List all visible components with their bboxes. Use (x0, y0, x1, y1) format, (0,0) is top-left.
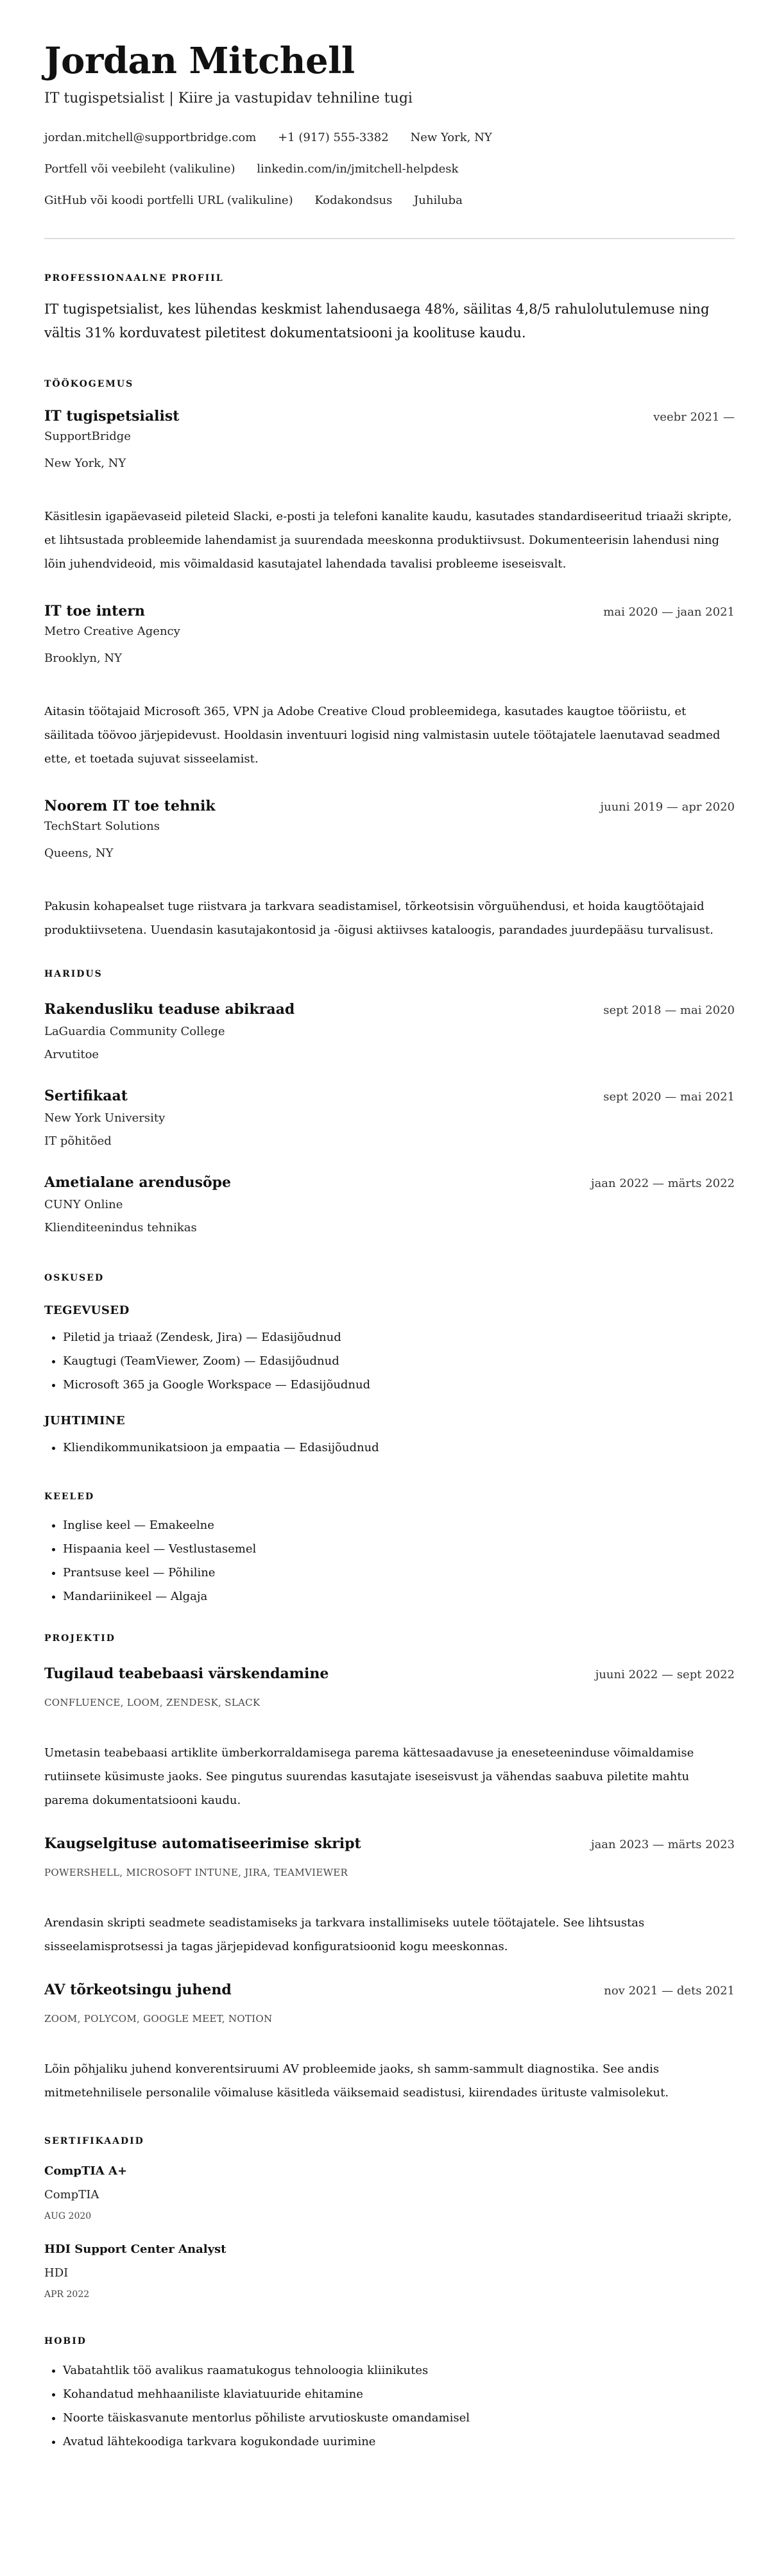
skill-item: • Kaugtugi (TeamViewer, Zoom) — Edasijõudnud (63, 1349, 735, 1373)
field-of-study: Klienditeenindus tehnikas (44, 1221, 197, 1234)
certification-name: HDI Support Center Analyst (44, 2243, 227, 2256)
section-heading: PROFESSIONAALNE PROFIIL (44, 273, 224, 283)
project-tech: ZOOM, POLYCOM, GOOGLE MEET, NOTION (44, 2013, 273, 2025)
certification-entry (44, 2241, 735, 2301)
experience-section (44, 378, 735, 942)
skills-section (44, 1272, 735, 1460)
job-dates: veebr 2021 — (653, 410, 735, 424)
job-dates: mai 2020 — jaan 2021 (603, 605, 735, 619)
school: LaGuardia Community College (44, 1025, 225, 1038)
portfolio-link[interactable]: Portfell või veebileht (valikuline) (44, 162, 235, 176)
education-dates: sept 2020 — mai 2021 (603, 1090, 735, 1104)
project-dates: nov 2021 — dets 2021 (604, 1984, 735, 1998)
header-divider (44, 238, 735, 239)
certification-name: CompTIA A+ (44, 2164, 128, 2178)
certification-date: APR 2022 (44, 2289, 90, 2300)
school: New York University (44, 1111, 166, 1125)
github-link[interactable]: GitHub või koodi portfelli URL (valikuline) (44, 194, 293, 207)
job-location: Brooklyn, NY (44, 652, 123, 665)
skill-item: • Kliendikommunikatsioon ja empaatia — Edasijõudnud (63, 1436, 735, 1460)
company: SupportBridge (44, 430, 131, 443)
contact-line (44, 128, 735, 147)
job-description: Käsitlesin igapäevaseid pileteid Slacki, e-posti ja telefoni kanalite kaudu, kasutades standardiseeritud triaaži skripte, et lihtsustada probleemide lahendamist ja suurendada meeskonna produktiivsust. Dokumenteerisin lahendusi ning lõin juhendvideoid, mis võimaldasid kasutajatel lahendada tavalisi probleeme iseseisvalt. (44, 510, 732, 571)
section-heading: HOBID (44, 2336, 87, 2346)
section-heading: PROJEKTID (44, 1633, 116, 1644)
headline: IT tugispetsialist | Kiire ja vastupidav tehniline tugi (44, 90, 413, 106)
education-section (44, 968, 735, 1236)
project-dates: jaan 2023 — märts 2023 (590, 1838, 735, 1851)
resume-header (44, 40, 735, 210)
job-dates: juuni 2019 — apr 2020 (600, 800, 735, 814)
projects-section (44, 1632, 735, 2105)
location: New York, NY (410, 131, 492, 144)
project-dates: juuni 2022 — sept 2022 (595, 1668, 735, 1681)
skill-group-title: TEGEVUSED (44, 1304, 130, 1317)
education-dates: jaan 2022 — märts 2022 (590, 1177, 735, 1190)
project-tech: POWERSHELL, MICROSOFT INTUNE, JIRA, TEAMVIEWER (44, 1867, 348, 1878)
section-heading: OSKUSED (44, 1273, 105, 1283)
job-title: IT tugispetsialist (44, 408, 180, 425)
degree: Sertifikaat (44, 1088, 128, 1104)
language-item: • Mandariinikeel — Algaja (63, 1585, 735, 1608)
section-heading: KEELED (44, 1492, 95, 1502)
hobby-item: • Vabatahtlik töö avalikus raamatukogus tehnoloogia kliinikutes (63, 2359, 735, 2382)
profile-section (44, 272, 735, 345)
project-description: Arendasin skripti seadmete seadistamiseks ja tarkvara installimiseks uutele töötajatele. See lihtsustas sisseelamisprotsessi ja tagas järjepidevad konfiguratsioonid kogu meeskonnas. (44, 1916, 645, 1953)
profile-summary: IT tugispetsialist, kes lühendas keskmist lahendusaega 48%, säilitas 4,8/5 rahulolutulemuse ning vältis 31% korduvatest piletitest dokumentatsiooni ja koolituse kaudu. (44, 301, 710, 341)
skill-item: • Piletid ja triaaž (Zendesk, Jira) — Edasijõudnud (63, 1326, 735, 1349)
citizenship: Kodakondsus (314, 194, 393, 207)
language-list (44, 1513, 735, 1608)
languages-section (44, 1490, 735, 1608)
certification-date: AUG 2020 (44, 2211, 92, 2221)
school: CUNY Online (44, 1198, 123, 1211)
job-location: Queens, NY (44, 846, 114, 860)
hobbies-section (44, 2335, 735, 2454)
education-entry (44, 1000, 735, 1063)
section-heading: HARIDUS (44, 969, 103, 979)
project-tech: CONFLUENCE, LOOM, ZENDESK, SLACK (44, 1697, 261, 1708)
project-title: Tugilaud teabebaasi värskendamine (44, 1665, 329, 1682)
project-entry (44, 1834, 735, 1958)
job-description: Pakusin kohapealset tuge riistvara ja tarkvara seadistamisel, tõrkeotsisin võrguühendusi, et hoida kaugtöötajaid produktiivsetena. Uuendasin kasutajakontosid ja -õigusi aktiivses kataloogis, parandades juurdepääsu turvalisust. (44, 900, 714, 937)
degree: Rakendusliku teaduse abikraad (44, 1001, 295, 1018)
contact-line (44, 160, 735, 179)
hobby-item: • Noorte täiskasvanute mentorlus põhiliste arvutioskuste omandamisel (63, 2406, 735, 2430)
project-entry (44, 1664, 735, 1812)
project-title: AV tõrkeotsingu juhend (44, 1982, 232, 1998)
project-entry (44, 1980, 735, 2105)
company: TechStart Solutions (44, 820, 160, 833)
degree: Ametialane arendusõpe (44, 1174, 232, 1191)
hobby-item: • Kohandatud mehhaaniliste klaviatuuride ehitamine (63, 2382, 735, 2406)
section-heading: TÖÖKOGEMUS (44, 379, 134, 389)
certifications-section (44, 2135, 735, 2301)
certification-issuer: CompTIA (44, 2188, 99, 2201)
job-description: Aitasin töötajaid Microsoft 365, VPN ja Adobe Creative Cloud probleemidega, kasutades kaugtoe tööriistu, et säilitada töövoo järjepidevust. Hooldasin inventuuri logisid ning valmistasin uutele töötajatele laenutavad seadmed ette, et toetada sujuvat sisseelamist. (44, 705, 721, 766)
job-title: Noorem IT toe tehnik (44, 798, 216, 814)
company: Metro Creative Agency (44, 625, 180, 638)
language-item: • Inglise keel — Emakeelne (63, 1513, 735, 1537)
job-title: IT toe intern (44, 603, 145, 619)
phone: +1 (917) 555-3382 (278, 131, 389, 144)
project-description: Umetasin teabebaasi artiklite ümberkorraldamisega parema kättesaadavuse ja eneseteeninduse võimaldamise rutiinsete küsimuste jaoks. See pingutus suurendas kasutajate iseseisvust ja vähendas saabuva piletite mahtu parema dokumentatsiooni kaudu. (44, 1746, 694, 1807)
education-dates: sept 2018 — mai 2020 (603, 1004, 735, 1017)
job-location: New York, NY (44, 457, 126, 470)
job-entry (44, 602, 735, 771)
email-link[interactable]: jordan.mitchell@supportbridge.com (44, 131, 257, 144)
skill-group-title: JUHTIMINE (44, 1414, 126, 1427)
education-entry (44, 1173, 735, 1236)
job-entry (44, 407, 735, 576)
contact-line (44, 191, 735, 210)
skill-list (44, 1436, 735, 1460)
candidate-name: Jordan Mitchell (44, 40, 355, 82)
language-item: • Hispaania keel — Vestlustasemel (63, 1537, 735, 1561)
hobby-list (44, 2359, 735, 2454)
project-description: Lõin põhjaliku juhend konverentsiruumi AV probleemide jaoks, sh samm-sammult diagnostika. See andis mitmetehnilisele personalile võimaluse käsitleda väiksemaid seadistusi, kiirendades ürituste valmisolekut. (44, 2062, 669, 2100)
certification-issuer: HDI (44, 2266, 69, 2280)
education-entry (44, 1086, 735, 1150)
project-title: Kaugselgituse automatiseerimise skript (44, 1835, 361, 1852)
linkedin-link[interactable]: linkedin.com/in/jmitchell-helpdesk (257, 162, 459, 176)
field-of-study: Arvutitoe (44, 1048, 99, 1061)
section-heading: SERTIFIKAADID (44, 2136, 144, 2146)
field-of-study: IT põhitõed (44, 1134, 112, 1148)
drivers-license: Juhiluba (414, 194, 463, 207)
skill-list (44, 1326, 735, 1397)
hobby-item: • Avatud lähtekoodiga tarkvara kogukondade uurimine (63, 2430, 735, 2454)
certification-entry (44, 2163, 735, 2223)
language-item: • Prantsuse keel — Põhiline (63, 1561, 735, 1585)
skill-item: • Microsoft 365 ja Google Workspace — Edasijõudnud (63, 1373, 735, 1397)
job-entry (44, 796, 735, 942)
